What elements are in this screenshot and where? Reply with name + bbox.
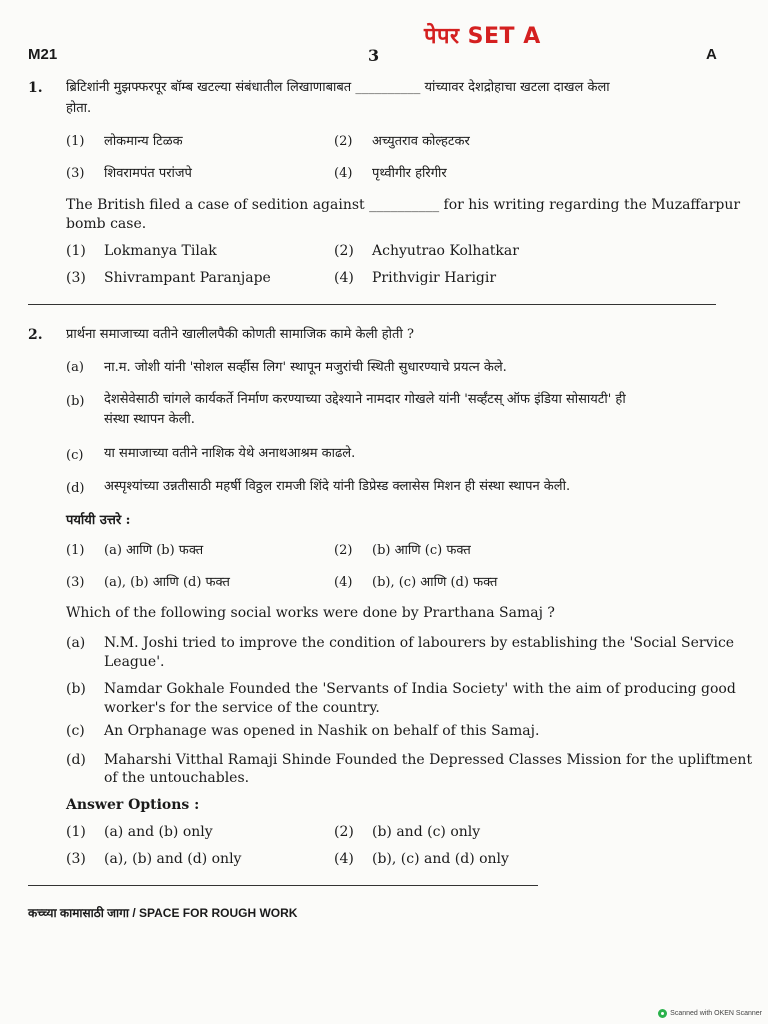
scanner-text: Scanned with OKEN Scanner bbox=[670, 1010, 762, 1017]
paper-code: M21 bbox=[28, 46, 58, 63]
q2-mr-statement-text-cont: संस्था स्थापन केली. bbox=[104, 412, 195, 427]
q1-mr-option-text: शिवरामपंत परांजपे bbox=[104, 166, 192, 181]
q2-mr-option-text: (a) आणि (b) फक्त bbox=[104, 543, 204, 558]
q2-mr-statement-text: या समाजाच्या वतीने नाशिक येथे अनाथआश्रम काढले. bbox=[104, 446, 356, 461]
q2-en-options-label: Answer Options : bbox=[66, 797, 200, 813]
q2-en-option-number: (3) bbox=[66, 851, 86, 867]
q2-mr-statement-text: देशसेवेसाठी चांगले कार्यकर्ते निर्माण करण्याच्या उद्देश्याने नामदार गोखले यांनी 'सर्व्हंटस् ऑफ इंडिया सोसायटी' ही bbox=[104, 392, 626, 407]
q2-mr-options-label: पर्यायी उत्तरे : bbox=[66, 513, 131, 528]
scanner-logo-icon bbox=[658, 1009, 667, 1018]
q1-en-option-number: (3) bbox=[66, 270, 86, 286]
q1-mr-option-text: लोकमान्य टिळक bbox=[104, 134, 183, 149]
q2-en-option-number: (4) bbox=[334, 851, 354, 867]
q2-en-statement-label: (d) bbox=[66, 752, 86, 768]
q2-en-statement-label: (a) bbox=[66, 635, 86, 651]
q2-en-statement-text: Maharshi Vitthal Ramaji Shinde Founded the Depressed Classes Mission for the upliftment bbox=[104, 752, 753, 768]
question-2-number: 2. bbox=[28, 327, 43, 343]
q2-mr-statement-label: (d) bbox=[66, 481, 85, 496]
page-number: 3 bbox=[368, 46, 380, 65]
q2-mr-option-number: (1) bbox=[66, 543, 85, 558]
q2-en-statement-label: (c) bbox=[66, 723, 85, 739]
q2-mr-statement-label: (b) bbox=[66, 394, 85, 409]
q1-en-option-text: Achyutrao Kolhatkar bbox=[372, 243, 519, 259]
paper-set-stamp: पेपर SET A bbox=[424, 24, 541, 49]
q2-en-statement-text: Namdar Gokhale Founded the 'Servants of India Society' with the aim of producing good bbox=[104, 681, 736, 697]
q2-en-statement-text: N.M. Joshi tried to improve the condition of labourers by establishing the 'Social Service bbox=[104, 635, 735, 651]
q1-mr-option-number: (2) bbox=[334, 134, 353, 149]
q2-mr-option-number: (2) bbox=[334, 543, 353, 558]
q2-en-option-text: (b) and (c) only bbox=[372, 824, 481, 840]
q2-mr-statement-text: ना.म. जोशी यांनी 'सोशल सर्व्हीस लिग' स्थापून मजुरांची स्थिती सुधारण्याचे प्रयत्न केले. bbox=[104, 360, 507, 375]
q2-english-question: Which of the following social works were done by Prarthana Samaj ? bbox=[66, 605, 555, 621]
q1-mr-option-number: (1) bbox=[66, 134, 85, 149]
q1-marathi-line-2: होता. bbox=[66, 101, 92, 116]
q2-mr-option-text: (b), (c) आणि (d) फक्त bbox=[372, 575, 498, 590]
q1-en-option-number: (4) bbox=[334, 270, 354, 286]
q2-en-option-text: (a) and (b) only bbox=[104, 824, 213, 840]
q2-en-option-number: (1) bbox=[66, 824, 86, 840]
q2-mr-option-number: (3) bbox=[66, 575, 85, 590]
q1-marathi-line-1: ब्रिटिशांनी मुझफ्फरपूर बॉम्ब खटल्या संबंधातील लिखाणाबाबत __________ यांच्यावर देशद्रोहाचा खटला दाखल केला bbox=[66, 80, 610, 95]
question-1-number: 1. bbox=[28, 80, 43, 96]
rough-work-divider bbox=[28, 885, 538, 886]
scanner-watermark bbox=[658, 1009, 762, 1018]
q1-mr-option-number: (4) bbox=[334, 166, 353, 181]
set-label: A bbox=[706, 46, 717, 63]
q1-en-option-text: Shivrampant Paranjape bbox=[104, 270, 271, 286]
q2-en-statement-text-cont: worker's for the service of the country. bbox=[104, 700, 380, 716]
q2-en-statement-text-cont: of the untouchables. bbox=[104, 770, 250, 786]
q1-en-option-text: Lokmanya Tilak bbox=[104, 243, 217, 259]
q2-mr-statement-label: (a) bbox=[66, 360, 84, 375]
rough-work-label: कच्च्या कामासाठी जागा / SPACE FOR ROUGH WORK bbox=[28, 906, 298, 920]
q2-en-statement-label: (b) bbox=[66, 681, 86, 697]
q2-en-option-text: (b), (c) and (d) only bbox=[372, 851, 509, 867]
q1-mr-option-text: अच्युतराव कोल्हटकर bbox=[372, 134, 470, 149]
q1-mr-option-text: पृथ्वीगीर हरिगीर bbox=[372, 166, 447, 181]
q2-en-statement-text-cont: League'. bbox=[104, 654, 165, 670]
q1-en-option-number: (1) bbox=[66, 243, 86, 259]
q2-mr-option-text: (a), (b) आणि (d) फक्त bbox=[104, 575, 230, 590]
q1-en-option-text: Prithvigir Harigir bbox=[372, 270, 497, 286]
q2-mr-option-text: (b) आणि (c) फक्त bbox=[372, 543, 471, 558]
q2-mr-statement-label: (c) bbox=[66, 448, 84, 463]
q2-en-statement-text: An Orphanage was opened in Nashik on behalf of this Samaj. bbox=[104, 723, 540, 739]
question-divider bbox=[28, 304, 716, 305]
q1-mr-option-number: (3) bbox=[66, 166, 85, 181]
q2-en-option-number: (2) bbox=[334, 824, 354, 840]
q2-mr-statement-text: अस्पृश्यांच्या उन्नतीसाठी महर्षी विठ्ठल रामजी शिंदे यांनी डिप्रेस्ड क्लासेस मिशन ही संस्था स्थापन केली. bbox=[104, 479, 571, 494]
q1-english-line-2: bomb case. bbox=[66, 216, 147, 232]
q1-en-option-number: (2) bbox=[334, 243, 354, 259]
q2-mr-option-number: (4) bbox=[334, 575, 353, 590]
q2-marathi-question: प्रार्थना समाजाच्या वतीने खालीलपैकी कोणती सामाजिक कामे केली होती ? bbox=[66, 327, 414, 342]
q1-english-line-1: The British filed a case of sedition against __________ for his writing regarding the Muzaffarpur bbox=[66, 197, 741, 213]
q2-en-option-text: (a), (b) and (d) only bbox=[104, 851, 242, 867]
